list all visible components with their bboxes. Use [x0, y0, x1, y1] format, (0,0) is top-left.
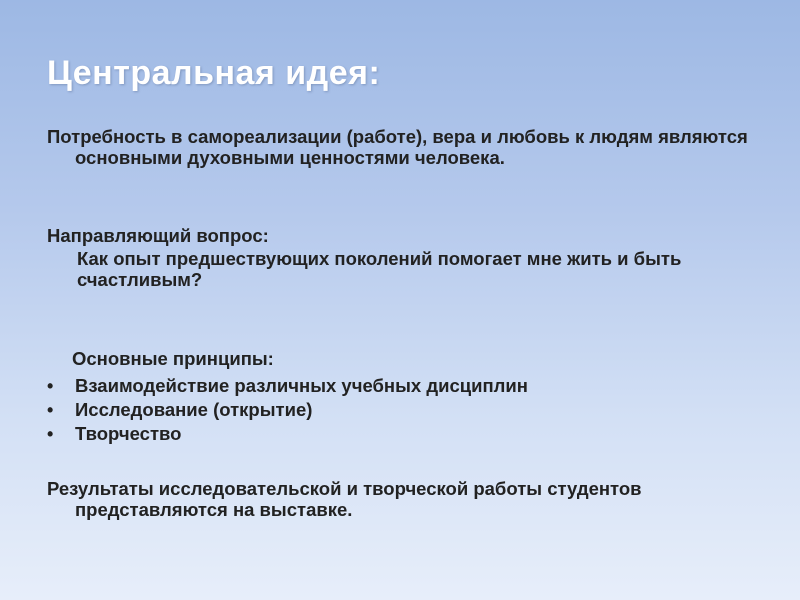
bullet-icon: • — [47, 376, 54, 396]
results-text: Результаты исследовательской и творческой работы студентов представляются на выставке. — [47, 478, 642, 520]
slide-title: Центральная идея: — [47, 54, 381, 92]
list-item — [47, 374, 528, 398]
guiding-question-label: Направляющий вопрос: — [47, 225, 269, 246]
bullet-icon: • — [47, 400, 54, 420]
list-item — [47, 398, 528, 422]
bullet-icon: • — [47, 424, 54, 444]
principles-label: Основные принципы: — [72, 348, 274, 369]
central-idea-text: Потребность в самореализации (работе), вера и любовь к людям являются основными духовными ценностями человека. — [47, 126, 748, 168]
principle-text: Исследование (открытие) — [75, 399, 313, 420]
list-item — [47, 422, 528, 446]
principle-text: Творчество — [75, 423, 182, 444]
guiding-question-text: Как опыт предшествующих поколений помогает мне жить и быть счастливым? — [77, 248, 682, 290]
principle-text: Взаимодействие различных учебных дисциплин — [75, 375, 528, 396]
principles-list — [47, 374, 528, 446]
